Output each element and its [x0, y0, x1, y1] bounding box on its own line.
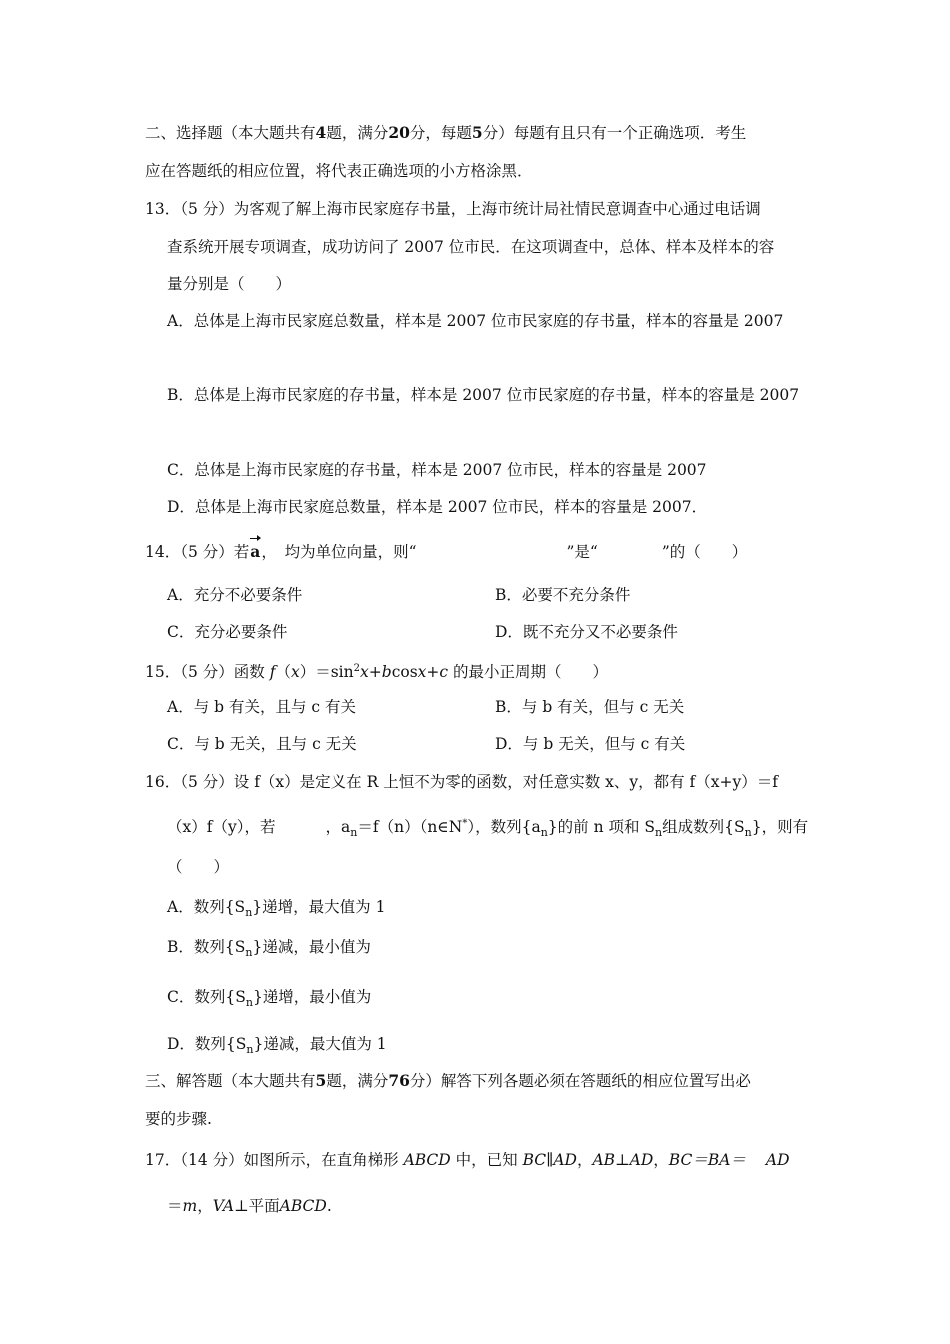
- q16-stem-line2: （x）f（y），若 ，$a_n=f(n)(n\in N^*)$，数列$\{a_n\}$的前 n 项和 $S_n$组成数列$\{S_n\}$，则有: [167, 818, 809, 839]
- q16-stem-line1: 16．（5 分）设 f（x）是定义在 R 上恒不为零的函数，对任意实数 x、y，都有 f（x+y）＝f: [145, 773, 779, 791]
- q13-option-a: A．总体是上海市民家庭总数量，样本是 2007 位市民家庭的存书量，样本的容量是 2007: [167, 312, 784, 330]
- q14-stem: 14．（5 分）若a， 均为单位向量，则“ ”是“ ”的（ ）: [145, 542, 748, 561]
- q15-stem: 15．（5 分）函数 $f(x)=\sin^2x+bcosx+c$ 的最小正周期（ ）: [145, 663, 609, 681]
- q16-stem-line3: （ ）: [167, 858, 230, 876]
- q14-option-c: C．充分必要条件: [167, 623, 288, 641]
- section2-heading-line1: 二、选择题（本大题共有4题，满分20分，每题5分）每题有且只有一个正确选项．考生: [145, 123, 747, 142]
- section2-heading-line2: 应在答题纸的相应位置，将代表正确选项的小方格涂黑．: [145, 162, 533, 180]
- q13-stem-line3: 量分别是（ ）: [167, 275, 292, 293]
- q14-option-a: A．充分不必要条件: [167, 586, 303, 604]
- q16-option-c: C．数列$\{S_n\}$递增，最小值为: [167, 988, 372, 1009]
- q15-option-b: B．与 b 有关，但与 c 无关: [495, 698, 685, 716]
- q15-option-d: D．与 b 无关，但与 c 有关: [495, 735, 686, 753]
- q13-stem-line2: 查系统开展专项调查，成功访问了 2007 位市民．在这项调查中，总体、样本及样本的容: [167, 238, 775, 256]
- q14-option-b: B．必要不充分条件: [495, 586, 631, 604]
- q14-option-d: D．既不充分又不必要条件: [495, 623, 678, 641]
- q15-option-c: C．与 b 无关，且与 c 无关: [167, 735, 357, 753]
- q16-option-d: D．数列$\{S_n\}$递减，最大值为 1: [167, 1035, 387, 1056]
- vector-a: a: [250, 542, 261, 561]
- q13-option-b: B．总体是上海市民家庭的存书量，样本是 2007 位市民家庭的存书量，样本的容量是 2007: [167, 386, 800, 404]
- q13-option-d: D．总体是上海市民家庭总数量，样本是 2007 位市民，样本的容量是 2007．: [167, 498, 708, 516]
- q17-stem-line2: ＝m，VA⊥平面ABCD.: [167, 1197, 332, 1215]
- q16-option-b: B．数列$\{S_n\}$递减，最小值为: [167, 938, 371, 959]
- section3-heading-line2: 要的步骤.: [145, 1110, 212, 1128]
- q13-option-c: C．总体是上海市民家庭的存书量，样本是 2007 位市民，样本的容量是 2007: [167, 461, 707, 479]
- q17-stem-line1: 17．（14 分）如图所示，在直角梯形 ABCD 中，已知 BC∥AD，AB⊥AD，BC＝BA＝ AD: [145, 1151, 790, 1169]
- q16-option-a: A．数列$\{S_n\}$递增，最大值为 1: [167, 898, 386, 919]
- q13-stem-line1: 13．（5 分）为客观了解上海市民家庭存书量，上海市统计局社情民意调查中心通过电话调: [145, 200, 761, 218]
- q15-option-a: A．与 b 有关，且与 c 有关: [167, 698, 357, 716]
- section3-heading-line1: 三、解答题（本大题共有5题，满分76分）解答下列各题必须在答题纸的相应位置写出必: [145, 1071, 751, 1090]
